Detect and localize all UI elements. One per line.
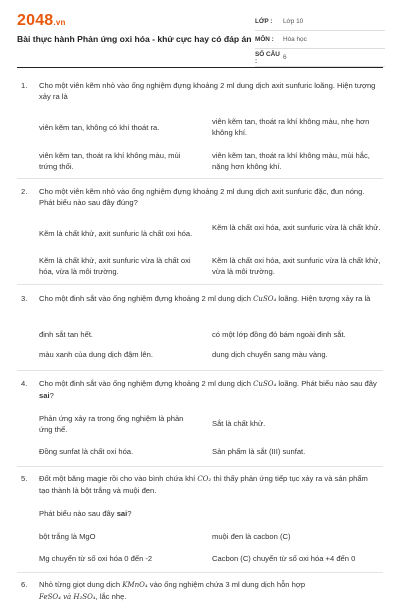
option-c[interactable]: Đồng sunfat là chất oxi hóa. bbox=[39, 447, 134, 456]
logo-suffix: .vn bbox=[53, 18, 66, 27]
stem-text: , lắc nhẹ. bbox=[95, 592, 127, 601]
site-logo[interactable] bbox=[17, 12, 66, 30]
header bbox=[0, 0, 400, 68]
question-number: 6. bbox=[21, 580, 28, 589]
meta-label: MÔN : bbox=[255, 36, 274, 43]
option-b[interactable]: muội đen là cacbon (C) bbox=[212, 532, 291, 541]
question-separator bbox=[17, 466, 383, 467]
option-c[interactable]: viên kẽm tan, thoát ra khí không màu, mùi trứng thối. bbox=[39, 151, 181, 171]
stem-text: loãng. Phát biểu nào sau đây bbox=[278, 379, 377, 388]
question-stem bbox=[39, 473, 379, 496]
stem-text: Cho một đinh sắt vào ống nghiệm đựng khoảng 2 ml dung dịch bbox=[39, 294, 251, 303]
stem-text: Đốt một băng magie rồi cho vào bình chứa khí bbox=[39, 474, 196, 483]
question-stem bbox=[39, 378, 379, 401]
stem-text: thì thấy phản ứng tiếp tục xảy ra và sản phẩm tạo thành là bột trắng và muội đen. bbox=[39, 474, 368, 495]
question-separator bbox=[17, 572, 383, 573]
question-subprompt bbox=[39, 509, 132, 518]
question-separator bbox=[17, 284, 383, 285]
page-title: Bài thực hành Phản ứng oxi hóa - khử cực hay có đáp án bbox=[17, 34, 252, 44]
meta-value: 6 bbox=[283, 54, 287, 61]
subprompt-text: Phát biểu nào sau đây bbox=[39, 509, 115, 518]
option-a[interactable]: Phản ứng xảy ra trong ống nghiệm là phản ứng thế. bbox=[39, 414, 184, 434]
emphasis-text: sai bbox=[39, 391, 50, 400]
stem-text: loãng. Hiện tượng xảy ra là bbox=[278, 294, 371, 303]
option-d[interactable]: dung dịch chuyển sang màu vàng. bbox=[212, 350, 328, 359]
option-a[interactable]: đinh sắt tan hết. bbox=[39, 330, 94, 339]
chemical-formula: FeSO₄ bbox=[39, 593, 61, 601]
question-stem: Cho một viên kẽm nhỏ vào ống nghiệm đựng khoảng 2 ml dung dịch axit sunfuric loãng. Hiện tượng xảy ra là bbox=[39, 81, 376, 101]
meta-box bbox=[255, 13, 385, 67]
question-number: 3. bbox=[21, 294, 28, 303]
question-number: 1. bbox=[21, 81, 28, 90]
chemical-formula: KMnO₄ bbox=[122, 581, 148, 589]
option-b[interactable]: Kẽm là chất oxi hóa, axit sunfuric vừa là chất khử. bbox=[212, 223, 381, 232]
stem-text: ? bbox=[49, 391, 54, 400]
option-a[interactable]: viên kẽm tan, không có khí thoát ra. bbox=[39, 123, 160, 132]
stem-text: Cho một đinh sắt vào ống nghiệm đựng khoảng 2 ml dung dịch bbox=[39, 379, 251, 388]
option-a[interactable]: Kẽm là chất khử, axit sunfuric là chất oxi hóa. bbox=[39, 229, 193, 238]
question-number: 2. bbox=[21, 187, 28, 196]
stem-text: Nhỏ từng giọt dung dịch bbox=[39, 580, 121, 589]
meta-value: Lớp 10 bbox=[283, 18, 304, 25]
option-c[interactable]: Kẽm là chất khử, axit sunfuric vừa là chất oxi hóa, vừa là môi trường. bbox=[39, 256, 191, 276]
logo-text: 2048 bbox=[17, 12, 54, 29]
chemical-formula: CuSO₄ bbox=[253, 295, 277, 303]
chemical-formula: CO₂ bbox=[197, 475, 212, 483]
option-d[interactable]: viên kẽm tan, thoát ra khí không màu, mùi hắc, nặng hơn không khí. bbox=[212, 151, 370, 171]
question-number: 5. bbox=[21, 474, 28, 483]
question-stem: Cho một viên kẽm nhỏ vào ống nghiệm đựng khoảng 2 ml dung dịch axit sunfuric đặc, đun nóng. Phát biểu nào sau đây đúng? bbox=[39, 187, 365, 207]
meta-label: SỐ CÂU : bbox=[255, 50, 280, 65]
chemical-formula: CuSO₄ bbox=[253, 380, 277, 388]
option-b[interactable]: Sắt là chất khử. bbox=[212, 419, 266, 428]
meta-value: Hóa học bbox=[283, 36, 307, 43]
meta-row-count bbox=[255, 49, 385, 67]
option-b[interactable]: có một lớp đồng đỏ bám ngoài đinh sắt. bbox=[212, 330, 346, 339]
question-number: 4. bbox=[21, 379, 28, 388]
meta-row-subject bbox=[255, 31, 385, 49]
meta-label: LỚP : bbox=[255, 18, 273, 25]
chemical-formula: H₂SO₄ bbox=[73, 593, 96, 601]
subprompt-text: ? bbox=[127, 509, 132, 518]
option-b[interactable]: viên kẽm tan, thoát ra khí không màu, nhẹ hơn không khí. bbox=[212, 117, 370, 137]
stem-text: vào ống nghiệm chứa 3 ml dung dịch hỗn hợp bbox=[149, 580, 306, 589]
emphasis-text: sai bbox=[116, 509, 128, 518]
meta-row-class bbox=[255, 13, 385, 31]
conjunction-text: và bbox=[63, 593, 72, 601]
option-d[interactable]: Kẽm là chất oxi hóa, axit sunfuric vừa là chất khử, vừa là môi trường. bbox=[212, 256, 381, 276]
question-stem bbox=[39, 579, 379, 603]
option-a[interactable]: bột trắng là MgO bbox=[39, 532, 96, 541]
option-c[interactable]: màu xanh của dung dịch đậm lên. bbox=[39, 350, 153, 359]
question-stem bbox=[39, 293, 379, 305]
question-separator bbox=[17, 178, 383, 179]
option-c[interactable]: Mg chuyển từ số oxi hóa 0 đến -2 bbox=[39, 554, 153, 563]
option-d[interactable]: Cacbon (C) chuyển từ số oxi hóa +4 đến 0 bbox=[212, 554, 356, 563]
option-d[interactable]: Sản phẩm là sắt (III) sunfat. bbox=[212, 447, 306, 456]
question-separator bbox=[17, 370, 383, 371]
header-divider bbox=[17, 67, 383, 68]
